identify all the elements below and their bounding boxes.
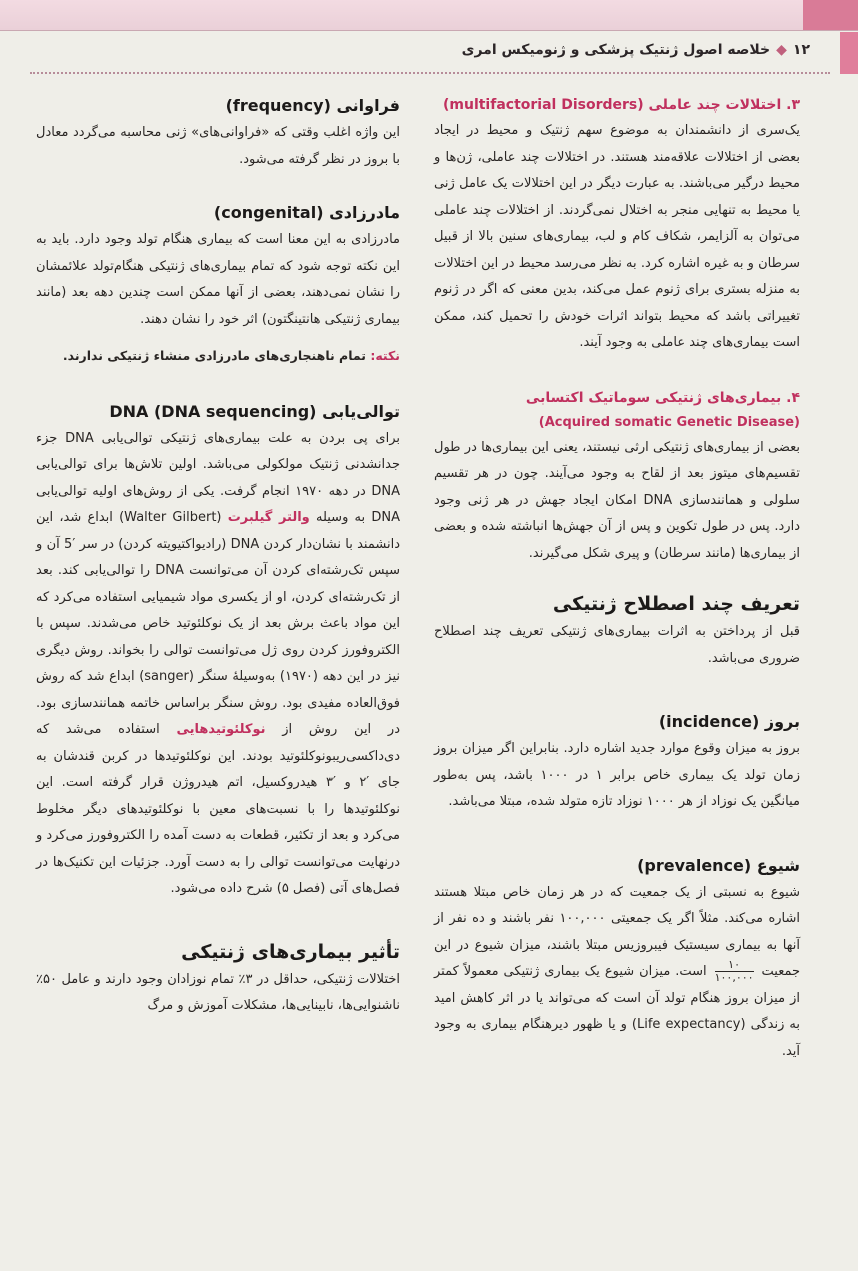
somatic-heading-en: (Acquired somatic Genetic Disease)	[538, 414, 800, 430]
note-label: نکته:	[370, 348, 400, 363]
somatic-heading: ۴. بیماری‌های ژنتیکی سوماتیک اکتسابی	[525, 389, 800, 406]
chapter-tab	[803, 0, 858, 30]
section-prevalence	[434, 852, 800, 1066]
section-effects	[36, 937, 400, 1020]
prevalence-heading: شیوع (prevalence)	[637, 855, 800, 875]
frequency-heading: فراوانی (frequency)	[225, 96, 400, 115]
nucleotides-term: نوکلئوتیدهایی	[176, 722, 266, 737]
section-frequency	[36, 92, 400, 173]
fraction-numerator: ۱۰	[715, 959, 754, 972]
walter-gilbert-name: والتر گیلبرت	[227, 510, 310, 525]
prevalence-body-end: است. میزان شیوع یک بیماری ژنتیکی معمولاً کمتر از میزان بروز هنگام تولد آن است که می‌تواند یا در اثر کاهش امید به زندگی (Life expectancy) و یا ظهور دیرهنگام بیماری به وجود آید.	[434, 964, 800, 1059]
sequencing-heading: توالی‌یابی DNA (DNA sequencing)	[109, 401, 400, 421]
top-band	[0, 0, 858, 31]
sequencing-body-1: برای پی بردن به علت بیماری‌های ژنتیکی توالی‌یابی DNA جزء جدانشدنی ژنتیک مولکولی می‌باشد. اولین تلاش‌ها برای توالی‌یابی DNA در دهه ۱۹۷۰ انجام گرفت. یکی از روش‌های اولیه توالی‌یابی DNA به وسیله	[36, 430, 400, 525]
section-incidence	[434, 708, 800, 816]
header-separator: ◆	[776, 42, 787, 58]
incidence-heading: بروز (incidence)	[658, 712, 800, 731]
definitions-heading: تعریف چند اصطلاح ژنتیکی	[552, 593, 800, 615]
effects-body: اختلالات ژنتیکی، حداقل در ۳٪ تمام نوزادان وجود دارند و عامل ۵۰٪ ناشنوایی‌ها، نابینایی‌ها، مشکلات آموزش و مرگ	[36, 971, 401, 1013]
somatic-body: بعضی از بیماری‌های ژنتیکی ارثی نیستند، یعنی این بیماری‌ها در طول تقسیم‌های میتوز بعد از لقاح به وجود می‌آیند. چون در هر تقسیم سلولی و همانندسازی DNA امکان ایجاد جهش در هر ژنی وجود دارد. پس در طول تکوین و پس از آن جهش‌ها انباشته شده و بعضی از بیماری‌ها (مانند سرطان) و پیری شکل می‌گیرند.	[434, 439, 801, 561]
multifactorial-heading: ۳. اختلالات چند عاملی (multifactorial Disorders)	[442, 97, 800, 113]
prevalence-body	[434, 880, 800, 1066]
fraction-denominator: ۱۰۰,۰۰۰	[714, 971, 754, 984]
definitions-body: قبل از پرداختن به اثرات بیماری‌های ژنتیکی تعریف چند اصطلاح ضروری می‌باشد.	[434, 624, 800, 666]
running-header	[30, 30, 830, 74]
page-edge-tab	[840, 32, 858, 74]
congenital-heading: مادرزادی (congenital)	[213, 203, 400, 222]
congenital-note	[36, 343, 400, 370]
effects-heading: تأثیر بیماری‌های ژنتیکی	[181, 940, 400, 963]
book-title: خلاصه اصول ژنتیک پزشکی و ژنومیکس امری	[461, 42, 771, 58]
frequency-body: این واژه اغلب وقتی که «فراوانی‌های» ژنی محاسبه می‌گردد معادل با بروز در نظر گرفته می‌شود.	[36, 125, 400, 167]
note-text: تمام ناهنجاری‌های مادرزادی منشاء ژنتیکی ندارند.	[62, 348, 366, 363]
section-dna-sequencing	[36, 398, 400, 903]
sequencing-body	[36, 426, 400, 903]
section-congenital	[36, 199, 400, 370]
header-text	[462, 42, 810, 58]
sequencing-body-2: (Walter Gilbert) ابداع شد، این دانشمند با نشان‌دار کردن DNA (رادیواکتیویته کردن) در سر ′5 آن و سپس تک‌رشته‌ای کردن آن می‌توانست DNA را توالی‌یابی کند. بعد از تک‌رشته‌ای کردن، او از یکسری مواد شیمیایی استفاده می‌کرد که این مواد باعث برش بعد از یک نوکلئوتید خاص می‌شدند. سپس با الکتروفورز کردن روی ژل می‌توانست توالی را بخواند. روش دیگری نیز در این دهه (۱۹۷۰) به‌وسیلهٔ سنگر (sanger) ابداع شد که روش فوق‌العاده مفیدی بود. روش سنگر براساس خاتمه همانندسازی بود. در این روش از	[36, 510, 400, 737]
right-column	[434, 92, 800, 1065]
page-number: ۱۲	[792, 42, 810, 58]
multifactorial-body: یک‌سری از دانشمندان به موضوع سهم ژنتیک و محیط در ایجاد بعضی از اختلالات علاقه‌مند هستند. در اختلالات چند عاملی، ژن‌ها و محیط درگیر می‌باشند. به عبارت دیگر در این اختلالات یک عامل ژنی یا محیط به تنهایی منجر به اختلال نمی‌گردند. از اختلالات چند عاملی می‌توان به آلزایمر، شکاف کام و لب، بیماری‌های سنین بالا از قبیل سرطان و به غیره اشاره کرد. به نظر می‌رسد محیط در این اختلالات به منزله بستری برای ژنوم عمل می‌کند، بدین معنی که اگر در ژنوم تغییراتی باشد که محیط بتواند اثرات خودش را تحمیل کند، ممکن است بیماری‌های چند عاملی به وجود آیند.	[434, 123, 800, 350]
prevalence-fraction	[715, 959, 754, 984]
section-multifactorial	[434, 92, 800, 357]
section-somatic	[434, 385, 800, 568]
section-definitions	[434, 589, 800, 672]
prevalence-body-start: شیوع به نسبتی از یک جمعیت که در هر زمان خاص مبتلا هستند اشاره می‌کند. مثلاً اگر یک جمعیتی ۱۰۰,۰۰۰ نفر باشند و ده نفر از آنها به بیماری سیستیک فیبروزیس مبتلا باشند، میزان شیوع در این جمعیت	[434, 884, 801, 979]
incidence-body: بروز به میزان وقوع موارد جدید اشاره دارد. بنابراین اگر میزان بروز زمان تولد یک بیماری خاص برابر ۱ در ۱۰۰۰ باشد، پس به‌طور میانگین یک نوزاد از هر ۱۰۰۰ نوزاد تازه متولد شده، مبتلا می‌باشد.	[434, 741, 801, 809]
left-column	[36, 92, 400, 1020]
sequencing-body-3: استفاده می‌شد که دی‌داکسی‌ریبونوکلئوتید بودند. این نوکلئوتیدها در کربن قندشان به جای ′۲ و ′۳ هیدروکسیل، اتم هیدروژن قرار گرفته است. این نوکلئوتیدها را با نسبت‌های معین با نوکلئوتیدهای دیگر مخلوط می‌کرد و بعد از تکثیر، قطعات به دست آمده را الکتروفورز می‌کرد و درنهایت می‌توانست توالی را به دست آورد. جزئیات این تکنیک‌ها در فصل‌های آتی (فصل ۵) شرح داده می‌شود.	[36, 722, 400, 896]
congenital-body: مادرزادی به این معنا است که بیماری هنگام تولد وجود دارد. باید به این نکته توجه شود که تمام بیماری‌های ژنتیکی هنگام‌تولد علائمشان را نشان نمی‌دهند، بعضی از آنها ممکن است چندین دهه بعد (مانند بیماری ژنتیکی هانتینگتون) اثر خود را نشان دهند.	[36, 232, 400, 327]
